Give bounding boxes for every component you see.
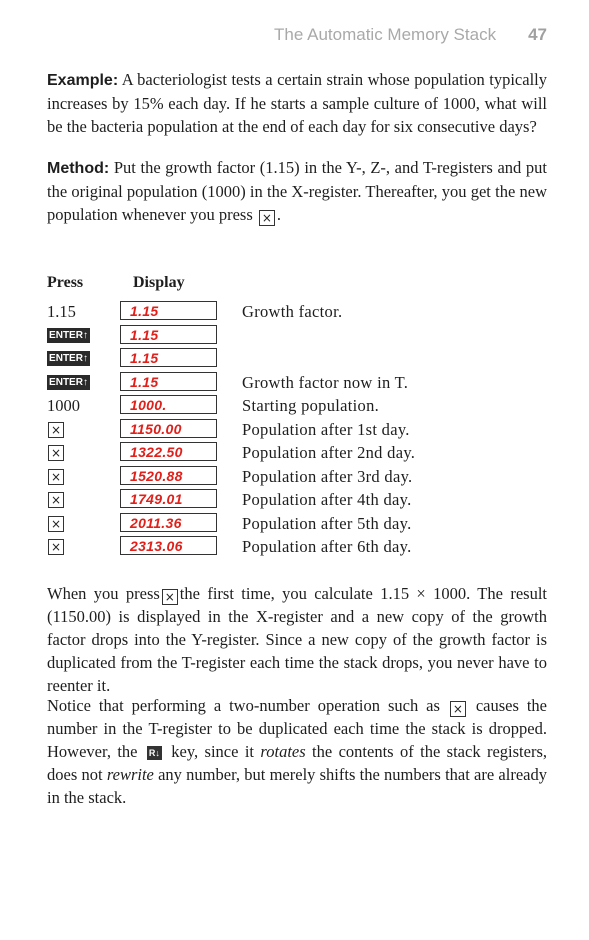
multiply-key-icon: × [48,492,64,508]
display-box [120,419,217,438]
example-text: A bacteriologist tests a certain strain whose population typically increases by 15% each day. If he starts a sample culture of 1000, what will be the bacteria population at the end of each day for six consecutive days? [47,70,547,136]
notice-paragraph [47,694,547,809]
para2-d: the contents of the stack registers, does not [47,742,547,784]
table-row [0,535,589,558]
display-box [120,513,217,532]
para1-rest: the first time, you calculate 1.15 × 1000. The result (1150.00) is displayed in the X-register and a new copy of the growth factor drops into the Y-register. Since a new copy of the growth factor is duplicated from the T-register each time the stack drops, you never have to reenter it. [47,584,547,695]
display-value: 1520.88 [130,467,183,484]
display-box [120,372,217,391]
row-description: Population after 6th day. [242,537,412,556]
multiply-key-icon: × [450,701,466,717]
para2-rewrite: rewrite [106,765,154,784]
multiply-key-icon: × [48,539,64,555]
table-row [0,441,589,464]
table-row [0,394,589,417]
press-column-header: Press [47,274,84,291]
display-value: 2011.36 [130,514,182,531]
enter-key-icon: ENTER↑ [47,375,90,390]
method-label: Method: [47,160,110,177]
press-entry: 1000 [47,396,80,415]
example-label: Example: [47,72,119,89]
multiply-key-icon: × [162,589,178,605]
table-row [0,465,589,488]
example-paragraph [47,68,547,138]
para2-rotates: rotates [260,742,306,761]
running-header [274,25,547,47]
multiply-key-icon: × [48,469,64,485]
display-value: 1000. [130,397,167,413]
display-column-header: Display [133,274,185,291]
display-value: 1.15 [130,373,159,390]
multiply-key-icon: × [48,516,64,532]
press-entry: 1.15 [47,302,76,321]
para2-c: key, since it [164,742,261,761]
table-row [0,418,589,441]
page-number: 47 [528,25,547,44]
display-box [120,536,217,555]
table-row [0,512,589,535]
display-box [120,466,217,485]
multiply-key-icon: × [259,210,275,226]
header-title: The Automatic Memory Stack [274,25,497,44]
row-description: Population after 4th day. [242,490,412,509]
explanation-paragraph [47,582,547,697]
enter-key-icon: ENTER↑ [47,328,90,343]
method-end: . [276,205,281,224]
row-description: Growth factor now in T. [242,372,409,392]
method-text: Put the growth factor (1.15) in the Y-, Z-, and T-registers and put the original population (1000) in the X-register. Thereafter, you get the new population whenever you press [47,158,547,224]
display-box [120,348,217,367]
display-value: 1322.50 [130,444,183,460]
multiply-key-icon: × [48,445,64,461]
display-box [120,442,217,461]
multiply-key-icon: × [48,422,64,438]
display-value: 1.15 [130,326,159,343]
table-row [0,300,589,323]
table-row [0,488,589,511]
display-box [120,301,217,320]
para2-b: causes the number in the T-register to be duplicated each time the stack is dropped. However, the [47,696,547,761]
table-row [0,347,589,370]
display-value: 2313.06 [130,538,183,554]
row-description: Population after 3rd day. [242,466,413,486]
table-row [0,371,589,394]
enter-key-icon: ENTER↑ [47,351,90,366]
table-row [0,324,589,347]
display-value: 1749.01 [130,491,183,507]
row-description: Population after 1st day. [242,419,410,439]
roll-down-key-icon: R↓ [148,748,160,758]
display-value: 1150.00 [130,420,182,437]
display-box [120,395,217,414]
row-description: Population after 5th day. [242,513,412,533]
para2-e: any number, but merely shifts the numbers that are already in the stack. [47,765,547,807]
row-description: Starting population. [242,396,380,415]
row-description: Population after 2nd day. [242,443,416,462]
method-paragraph [47,156,547,226]
para1-start: When you press [47,584,160,603]
row-description: Growth factor. [242,302,343,321]
para2-a: Notice that performing a two-number operation such as [47,696,448,715]
display-box [120,489,217,508]
display-value: 1.15 [130,303,159,319]
display-value: 1.15 [130,350,159,366]
display-box [120,325,217,344]
